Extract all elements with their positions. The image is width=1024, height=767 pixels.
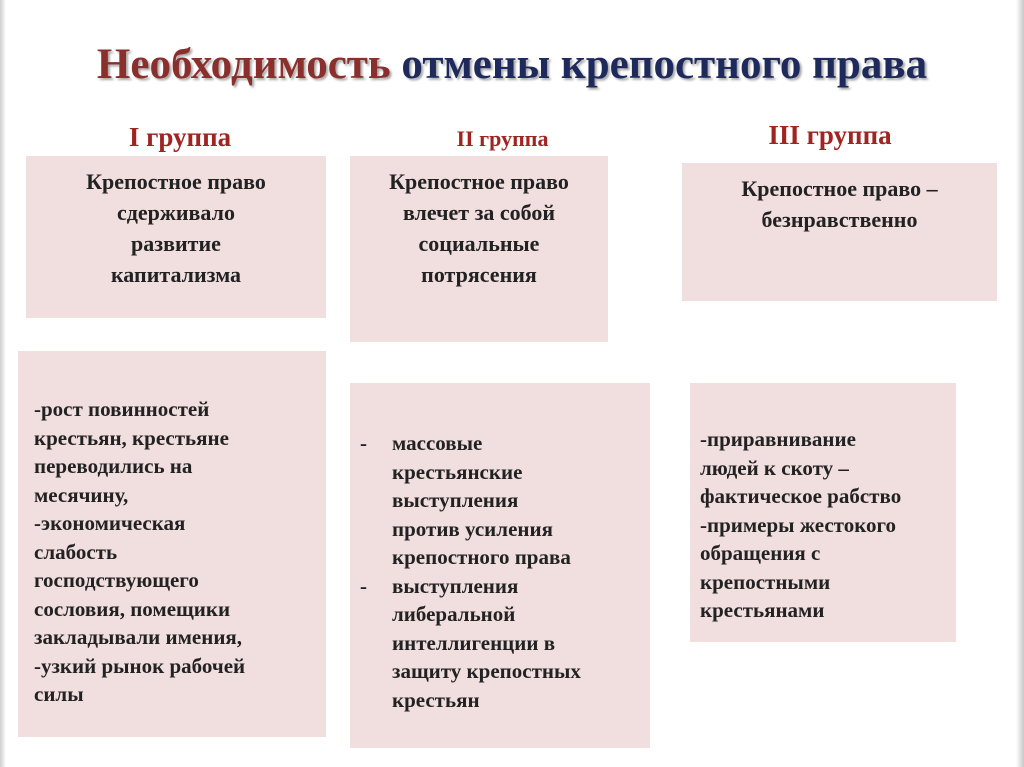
statement-line: потрясения (421, 262, 537, 287)
group-2-bullet-list (350, 429, 650, 714)
group-1-statement (86, 166, 266, 290)
detail-line: месячину, (34, 482, 129, 507)
statement-line: капитализма (110, 262, 242, 287)
detail-line: крепостными (700, 569, 831, 594)
title-part-2: отмены крепостного права (401, 41, 928, 88)
detail-line: обращения с (700, 541, 821, 565)
detail-line: людей к скоту – (700, 455, 849, 480)
detail-line: массовые (392, 431, 483, 455)
detail-line: силы (34, 682, 84, 706)
detail-line: закладывали имения, (34, 625, 243, 649)
detail-line: либеральной (392, 602, 516, 626)
detail-line: сословия, помещики (34, 596, 231, 621)
detail-line: крепостного права (392, 545, 571, 569)
slide-left-edge (0, 0, 6, 767)
page-title (0, 40, 1024, 89)
detail-line: фактическое рабство (700, 484, 902, 508)
detail-line: интеллигенции в (392, 630, 556, 655)
group-2-statement-box (350, 156, 608, 342)
slide-right-edge (1016, 0, 1024, 767)
detail-line: против усиления (392, 516, 553, 541)
list-item (350, 429, 650, 572)
group-1-details (34, 395, 326, 709)
statement-line: влечет за собой (402, 200, 556, 225)
group-3-details (700, 425, 956, 625)
group-3-details-box (690, 383, 956, 642)
detail-line: защиту крепостных (392, 659, 581, 683)
statement-line: сдерживало (117, 200, 235, 225)
group-2-details-box (350, 383, 650, 748)
detail-line: выступления (392, 573, 519, 598)
bullet-marker: - (360, 573, 367, 598)
group-3-statement (741, 173, 937, 235)
statement-line: развитие (131, 231, 221, 256)
detail-line: крестьянами (700, 598, 825, 622)
list-item (350, 572, 650, 715)
statement-line: социальные (418, 231, 540, 256)
group-1-details-box (18, 351, 326, 737)
bullet-text (392, 429, 650, 572)
detail-line: -рост повинностей (34, 397, 210, 421)
detail-line: -примеры жестокого (700, 512, 897, 537)
group-1-statement-box (26, 156, 326, 318)
group-3-heading: III группа (768, 120, 892, 150)
bullet-marker: - (360, 431, 367, 455)
detail-line: -приравнивание (700, 427, 856, 451)
detail-line: -экономическая (34, 511, 186, 535)
detail-line: крестьянские (392, 459, 523, 484)
detail-line: господствующего (34, 568, 199, 592)
statement-line: Крепостное право (389, 169, 569, 194)
detail-line: переводились на (34, 454, 193, 478)
detail-line: -узкий рынок рабочей (34, 653, 246, 678)
group-2-heading: II группа (456, 126, 549, 151)
detail-line: крестьян, крестьяне (34, 425, 229, 450)
title-part-1: Необходимость (96, 41, 391, 88)
detail-line: крестьян (392, 687, 480, 712)
detail-line: выступления (392, 488, 519, 512)
group-1-heading: I группа (128, 122, 232, 152)
bullet-text (392, 572, 650, 715)
statement-line: безнравственно (761, 207, 918, 232)
group-3-statement-box (682, 163, 997, 301)
group-2-statement (389, 166, 569, 290)
detail-line: слабость (34, 539, 118, 564)
statement-line: Крепостное право – (741, 176, 938, 201)
statement-line: Крепостное право (86, 169, 266, 194)
